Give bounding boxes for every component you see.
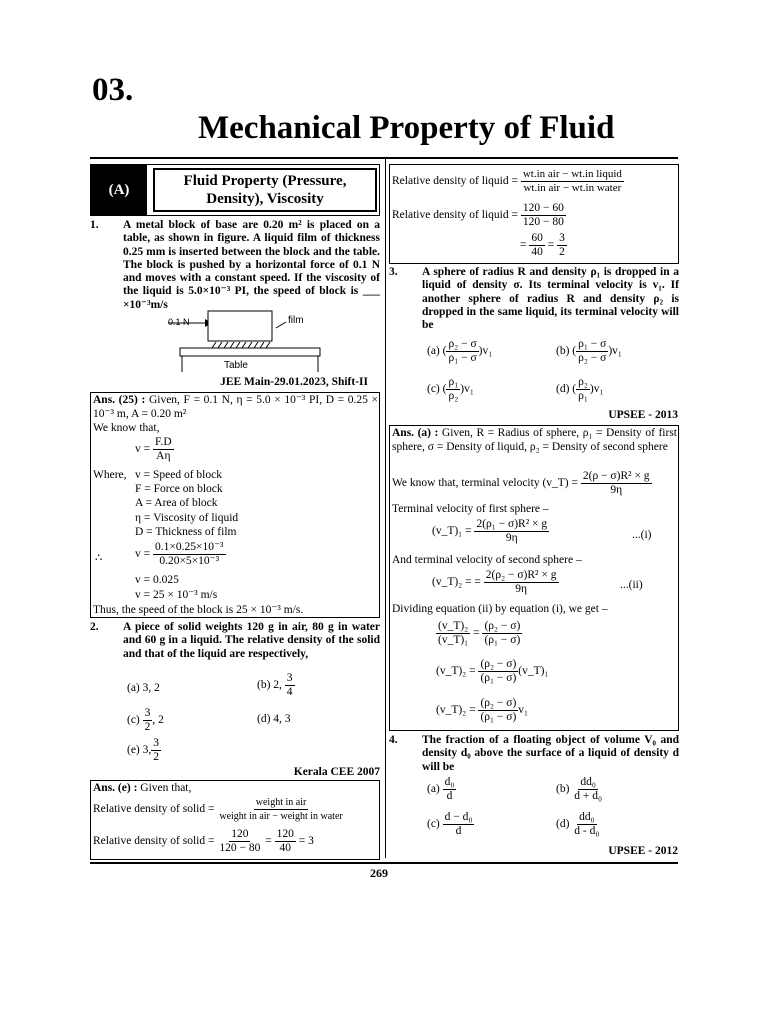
section-title: Fluid Property (Pressure, Density), Viscosity: [153, 168, 377, 212]
fraction: $\frac{\text{0.1×0.25×10⁻³}}{\text{0.20×5×10⁻³}}$: [155, 541, 224, 567]
relative-density-solid-formula: Relative density of solid = weight in air weight in air − weight in water: [93, 797, 343, 822]
dividing-text: Dividing equation (ii) by equation (i), we get –: [392, 603, 608, 615]
film-pointer: [276, 322, 286, 328]
option-c[interactable]: (c) $\frac{\text{d − d₀}}{d}$: [427, 811, 473, 837]
answer-head: Ans. (25) :: [93, 394, 146, 406]
question-number: 1.: [90, 219, 99, 231]
answer-conclusion: Thus, the speed of the block is 25 × 10⁻³ m/s.: [93, 604, 304, 616]
question-number: 4.: [389, 734, 398, 746]
column-divider: [385, 158, 386, 858]
chapter-title: Mechanical Property of Fluid: [198, 110, 615, 146]
table-label: Table: [224, 360, 248, 371]
ratio-equation: $\frac{\text{(v\_T)₂}}{\text{(v\_T)₁}}$ = $\frac{\text{(ρ₂ − σ)}}{\text{(ρ₁ − σ)}}$: [438, 620, 521, 646]
we-know-text: We know that,: [93, 422, 160, 434]
question-number: 2.: [90, 621, 99, 633]
answer-3-given: Ans. (a) : Given, R = Radius of sphere, ρ₁ = Density of first sphere, σ = Density of liquid, ρ₂ = Density of second sphere: [392, 427, 677, 453]
equation-tag: ...(i): [632, 529, 652, 541]
film-label: film: [288, 315, 304, 326]
question-source: UPSEE - 2012: [608, 845, 678, 857]
fraction: $\frac{F.D}{A\eta}$: [155, 436, 172, 462]
relative-density-liquid-result: = $\frac{60}{40}$ = $\frac{3}{2}$: [520, 232, 565, 258]
result-line: v = 0.025: [135, 574, 179, 586]
where-item: v = Speed of block: [135, 469, 222, 481]
option-b[interactable]: (b) ( $\frac{\text{ρ₁ − σ}}{\text{ρ₂ − σ}}$ )v₁: [556, 338, 622, 364]
where-item: F = Force on block: [135, 483, 223, 495]
relative-density-liquid-value: Relative density of liquid = $\frac{120 - 60}{120 - 80}$: [392, 202, 564, 228]
question-3: [389, 266, 679, 332]
film-hatching: [212, 342, 270, 348]
header-rule: [90, 157, 678, 159]
terminal-velocity-formula: We know that, terminal velocity (v_T) = $\frac{\text{2(ρ − σ)R² × g}}{9\eta}$: [392, 470, 650, 496]
option-b[interactable]: (b) $\frac{\text{dd₀}}{\text{d + d₀}}$: [556, 776, 603, 802]
first-sphere-equation: (v_T)₁ = $\frac{\text{2(ρ₁ − σ)R² × g}}{9\eta}$: [432, 518, 548, 544]
question-2: [90, 621, 380, 675]
first-sphere-text: Terminal velocity of first sphere –: [392, 503, 549, 515]
answer-1-given: [93, 393, 378, 421]
result-line: v = 25 × 10⁻³ m/s: [135, 589, 218, 601]
equation-tag: ...(ii): [620, 579, 643, 591]
formula-velocity: [135, 436, 174, 463]
second-sphere-equation: (v_T)₂ = = $\frac{\text{2(ρ₂ − σ)R² × g}}{9\eta}$: [432, 569, 557, 595]
option-a[interactable]: (a) 3, 2: [127, 682, 160, 694]
question-text: A metal block of base are 0.20 m² is placed on a table, as shown in figure. A liquid film of thickness 0.25 mm is inserted between the block and the table. The block is pushed by a horizontal force of 0.1 N and moves with a constant speed. If the viscosity of the liquid is 5.0×10⁻³ PI, the speed of block is ___ ×10⁻³m/s: [123, 219, 380, 311]
question-source: UPSEE - 2013: [608, 409, 678, 421]
option-a[interactable]: (a) $\frac{\text{d₀}}{d}$: [427, 776, 455, 802]
question-number: 3.: [389, 266, 398, 278]
question-source: JEE Main-29.01.2023, Shift-II: [220, 376, 368, 388]
relative-density-liquid-formula: Relative density of liquid = wt.in air − wt.in liquid wt.in air − wt.in water: [392, 168, 622, 194]
option-e[interactable]: (e) 3, $\frac{3}{2}$: [127, 737, 160, 763]
metal-block: [208, 311, 272, 341]
therefore-symbol: ∴: [95, 552, 103, 564]
page-number: 269: [370, 866, 388, 880]
where-item: A = Area of block: [135, 497, 218, 509]
option-b[interactable]: (b) 2, $\frac{3}{4}$: [257, 672, 293, 698]
given-text: Given, F = 0.1 N, η = 5.0 × 10⁻³ PI, D = 0.25 × 10⁻³ m, A = 0.20 m²: [93, 394, 379, 420]
section-label: (A): [91, 165, 147, 215]
question-1: [90, 219, 380, 311]
option-d[interactable]: (d) 4, 3: [257, 713, 291, 725]
section-heading: [90, 164, 380, 216]
table-top: [180, 348, 320, 356]
final-equation: (v_T)₂ = $\frac{\text{(ρ₂ − σ)}}{\text{(ρ₁ − σ)}}$ v₁: [436, 697, 529, 723]
question-text: A sphere of radius R and density ρ₁ is dropped in a liquid of density σ. Its terminal velocity is v₁. If another sphere of radius R and density ρ₂ is dropped in the same liquid, its terminal velocity will be: [422, 266, 679, 332]
option-c[interactable]: (c) $\frac{3}{2}$ , 2: [127, 707, 164, 733]
substitution: v = $\frac{\text{0.1×0.25×10⁻³}}{\text{0.20×5×10⁻³}}$: [135, 541, 224, 567]
option-a[interactable]: (a) ( $\frac{\text{ρ₂ − σ}}{\text{ρ₁ − σ}}$ )v₁: [427, 338, 493, 364]
answer-2-given: Ans. (e) : Given that,: [93, 782, 192, 794]
ratio-equation: (v_T)₂ = $\frac{\text{(ρ₂ − σ)}}{\text{(ρ₁ − σ)}}$ (v_T)₁: [436, 658, 549, 684]
question-4: [389, 734, 679, 774]
question-text: The fraction of a floating object of volume V₀ and density d₀ above the surface of a liquid of density d will be: [422, 734, 679, 773]
where-item: D = Thickness of film: [135, 526, 237, 538]
question-text: A piece of solid weights 120 g in air, 80 g in water and 60 g in a liquid. The relative density of the solid and that of the liquid are respectively,: [123, 621, 380, 660]
formula-lhs: v =: [135, 443, 151, 456]
option-d[interactable]: (d) ( $\frac{\text{ρ₂}}{\text{ρ₁}}$ )v₁: [556, 376, 604, 402]
where-item: η = Viscosity of liquid: [135, 512, 239, 524]
question-source: Kerala CEE 2007: [293, 766, 380, 778]
option-c[interactable]: (c) ( $\frac{\text{ρ₁}}{\text{ρ₂}}$ )v₁: [427, 376, 474, 402]
option-d[interactable]: (d) $\frac{\text{dd₀}}{\text{d - d₀}}$: [556, 811, 600, 837]
where-text: Where,: [93, 469, 127, 481]
footer-rule: [90, 862, 678, 864]
second-sphere-text: And terminal velocity of second sphere –: [392, 554, 582, 566]
relative-density-solid-value: Relative density of solid = $\frac{120}{120 - 80}$ = $\frac{120}{40}$ = 3: [93, 828, 314, 854]
force-label: 0.1 N: [168, 317, 190, 327]
chapter-number: 03.: [92, 72, 134, 108]
